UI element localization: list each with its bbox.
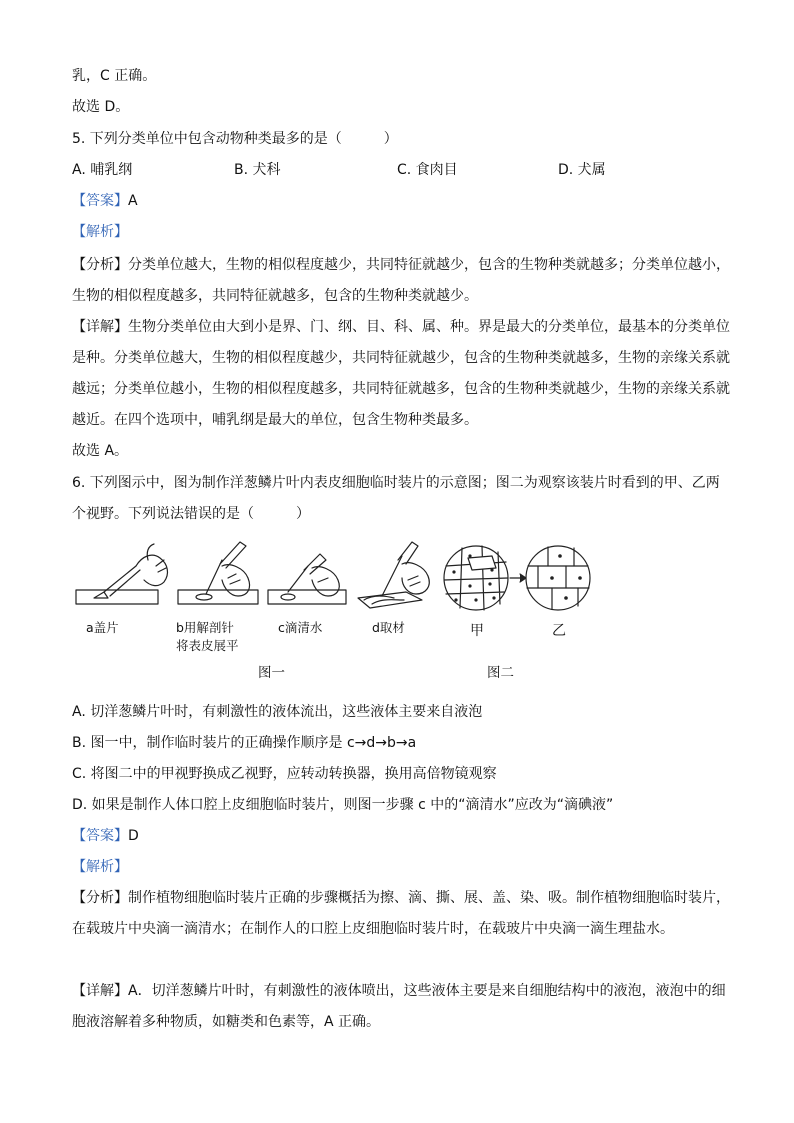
q6-xiangjie-text: A．切洋葱鳞片叶时，有刺激性的液体喷出，这些液体主要是来自细胞结构中的液泡，液泡中的细胞液溶解着多种物质，如糖类和色素等，A 正确。: [72, 983, 726, 1030]
caption-yi: 乙: [552, 623, 566, 639]
caption-b-line2: 将表皮展平: [176, 638, 239, 653]
q6-jiexi-tag: [72, 857, 128, 877]
q5-option-c: C. 食肉目: [397, 162, 458, 178]
q6-figure-illustration: [72, 538, 612, 688]
q6-fenxi-tag: 【分析】: [72, 890, 128, 906]
q5-fenxi: [72, 250, 732, 312]
caption-c: c滴清水: [278, 620, 323, 635]
q5-fenxi-tag: 【分析】: [72, 257, 128, 273]
caption-jia: 甲: [470, 623, 484, 639]
figure-arrow-head: [520, 574, 526, 582]
q5-jiexi-label: 【解析】: [72, 224, 128, 240]
caption-b-line1: b用解剖针: [176, 620, 234, 635]
q6-answer-line: [72, 826, 139, 846]
q6-xiangjie-tag: 【详解】: [72, 983, 128, 999]
q5-conclusion: 故选 A。: [72, 443, 129, 459]
q6-fenxi: [72, 883, 732, 945]
field-yi-illustration: [526, 546, 590, 610]
prev-line-2: 故选 D。: [72, 99, 130, 115]
q6-option-a: A. 切洋葱鳞片叶时，有刺激性的液体流出，这些液体主要来自液泡: [72, 704, 483, 720]
caption-d: d取材: [372, 620, 405, 635]
q6-xiangjie: [72, 976, 732, 1038]
q5-jiexi-tag: [72, 222, 128, 242]
q6-jiexi-label: 【解析】: [72, 859, 128, 875]
field-jia-illustration: [444, 546, 508, 610]
q6-option-d: D. 如果是制作人体口腔上皮细胞临时装片，则图一步骤 c 中的“滴清水”应改为“滴碘液”: [72, 797, 614, 813]
q5-stem: 5. 下列分类单位中包含动物种类最多的是（ ）: [72, 131, 398, 147]
caption-a: a盖片: [86, 620, 119, 635]
q6-figure: [72, 538, 612, 688]
q5-xiangjie-tag: 【详解】: [72, 319, 128, 335]
q5-option-d: D. 犬属: [558, 162, 606, 178]
q5-xiangjie-text: 生物分类单位由大到小是界、门、纲、目、科、属、种。界是最大的分类单位，最基本的分类单位是种。分类单位越大，生物的相似程度越少，共同特征就越少，包含的生物种类就越多，生物的亲缘关系就越远；分类单位越小，生物的相似程度越多，共同特征就越多，包含的生物种类就越少，生物的亲缘关系就越近。在四个选项中，哺乳纲是最大的单位，包含生物种类最多。: [72, 319, 730, 428]
prev-line-1: 乳，C 正确。: [72, 68, 157, 84]
figure-1-label: 图一: [258, 665, 285, 681]
q5-xiangjie: [72, 312, 732, 436]
q6-fenxi-text: 制作植物细胞临时装片正确的步骤概括为擦、滴、撕、展、盖、染、吸。制作植物细胞临时装片，在载玻片中央滴一滴清水；在制作人的口腔上皮细胞临时装片时，在载玻片中央滴一滴生理盐水。: [72, 890, 730, 937]
q6-option-b: B. 图一中，制作临时装片的正确操作顺序是 c→d→b→a: [72, 735, 417, 751]
q5-option-b: B. 犬科: [234, 162, 281, 178]
q5-fenxi-text: 分类单位越大，生物的相似程度越少，共同特征就越少，包含的生物种类就越多；分类单位越小，生物的相似程度越多，共同特征就越多，包含的生物种类就越少。: [72, 257, 730, 304]
q5-answer-tag: 【答案】: [72, 193, 128, 209]
step-c-illustration: [268, 554, 346, 604]
q5-answer-line: [72, 191, 138, 211]
step-d-illustration: [358, 542, 429, 608]
q6-option-c: C. 将图二中的甲视野换成乙视野，应转动转换器，换用高倍物镜观察: [72, 766, 497, 782]
q6-answer: D: [128, 828, 139, 844]
q6-stem: 6. 下列图示中，图为制作洋葱鳞片叶内表皮细胞临时装片的示意图；图二为观察该装片时看到的甲、乙两个视野。下列说法错误的是（ ）: [72, 475, 720, 522]
step-b-illustration: [178, 542, 258, 604]
q6-answer-tag: 【答案】: [72, 828, 128, 844]
figure-2-label: 图二: [487, 665, 514, 681]
q5-answer: A: [128, 193, 138, 209]
step-a-illustration: [76, 544, 167, 604]
q5-option-a: A. 哺乳纲: [72, 162, 133, 178]
